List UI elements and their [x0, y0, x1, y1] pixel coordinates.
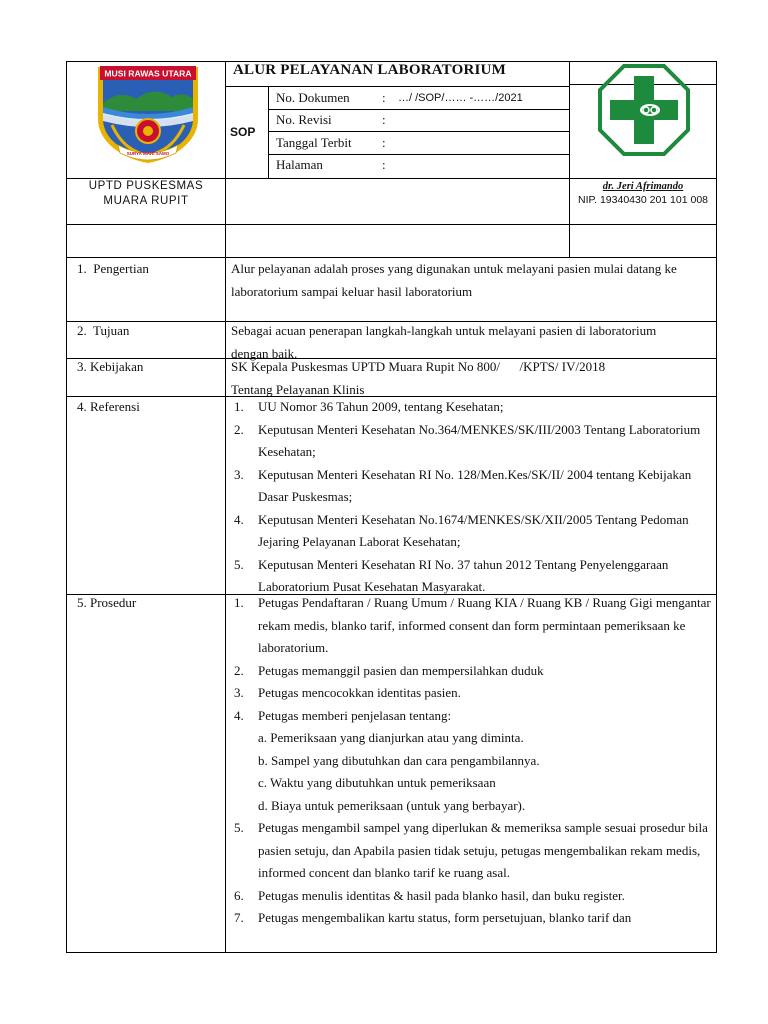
- list-item-number: 4.: [234, 511, 244, 527]
- list-item: [230, 705, 712, 728]
- list-item: [230, 419, 712, 464]
- list-item-text: Keputusan Menteri Kesehatan RI No. 37 tahun 2012 Tentang Penyelenggaraan Laboratorium Pusat Kesehatan Masyarakat.: [258, 556, 669, 594]
- list-item-number: 5.: [234, 556, 244, 572]
- signer-name: dr. Jeri Afrimando: [602, 181, 684, 192]
- list-item-text: Petugas mengembalikan kartu status, form persetujuan, blanko tarif dan: [258, 910, 632, 925]
- section-text-kebijakan-line2: Tentang Pelayanan Klinis: [231, 382, 365, 397]
- list-item-number: 1.: [234, 595, 244, 610]
- svg-text:SURYA MARI SAMO: SURYA MARI SAMO: [126, 151, 170, 156]
- prosedur-list: [230, 592, 712, 930]
- list-subitem-text: a. Pemeriksaan yang dianjurkan atau yang diminta.: [258, 730, 524, 745]
- list-item-number: 5.: [234, 820, 244, 835]
- rule-sign-bottom: [66, 224, 717, 225]
- field-no-revisi-label: No. Revisi: [276, 112, 332, 127]
- rule-label-col: [225, 61, 226, 952]
- list-item: [230, 660, 712, 683]
- section-label-pengertian: 1. Pengertian: [77, 261, 149, 276]
- list-item: [230, 396, 712, 419]
- signer-nip: NIP. 19340430 201 101 008: [577, 194, 708, 206]
- field-no-dokumen-label: No. Dokumen: [276, 90, 350, 105]
- list-item-text: Keputusan Menteri Kesehatan No.364/MENKES/SK/III/2003 Tentang Laboratorium Kesehatan;: [258, 421, 701, 459]
- list-subitem: [230, 750, 712, 773]
- section-text-kebijakan-line1: SK Kepala Puskesmas UPTD Muara Rupit No 800/ /KPTS/ IV/2018: [231, 359, 606, 374]
- list-subitem-text: b. Sampel yang dibutuhkan dan cara pengambilannya.: [258, 752, 540, 768]
- document-title: ALUR PELAYANAN LABORATORIUM: [233, 62, 506, 78]
- referensi-list: [230, 396, 712, 599]
- sop-label: SOP: [230, 125, 256, 139]
- rule-left: [66, 61, 67, 952]
- list-item-number: 7.: [234, 910, 244, 925]
- list-item: [230, 509, 712, 554]
- list-item: [230, 464, 712, 509]
- list-item: [230, 885, 712, 908]
- svg-text:MUSI RAWAS UTARA: MUSI RAWAS UTARA: [104, 68, 192, 79]
- section-text-tujuan: Sebagai acuan penerapan langkah-langkah untuk melayani pasien di laboratorium dengan baik.: [231, 323, 657, 361]
- list-item-number: 2.: [234, 421, 244, 437]
- field-no-dokumen-sep: :: [382, 90, 386, 105]
- list-subitem: [230, 727, 712, 750]
- list-item-text: Petugas memanggil pasien dan mempersilahkan duduk: [258, 662, 544, 678]
- list-item-text: Keputusan Menteri Kesehatan RI No. 128/Men.Kes/SK/II/ 2004 tentang Kebijakan Dasar Puskesmas;: [258, 466, 692, 504]
- list-item: [230, 817, 712, 885]
- rule-bottom: [66, 952, 717, 953]
- field-no-dokumen-value: …/ /SOP/…… -……/2021: [398, 92, 523, 104]
- field-tanggal-terbit-label: Tanggal Terbit: [276, 135, 352, 150]
- list-item-text: Petugas memberi penjelasan tentang:: [258, 707, 452, 723]
- list-item-number: 3.: [234, 466, 244, 482]
- rule-right: [716, 61, 717, 952]
- list-item-text: Petugas mencocokkan identitas pasien.: [258, 685, 461, 700]
- section-label-referensi: 4. Referensi: [77, 399, 140, 414]
- list-item-text: Petugas mengambil sampel yang diperlukan & memeriksa sample sesuai prosedur bila pasien setuju, dan Apabila pasien tidak setuju, petugas mengembalikan rekam medis, informed concent dan blanko tarif ke ruang asal.: [258, 820, 708, 880]
- musi-rawas-utara-logo: [92, 63, 204, 165]
- list-subitem: [230, 795, 712, 818]
- field-halaman-label: Halaman: [276, 157, 323, 172]
- list-subitem-text: c. Waktu yang dibutuhkan untuk pemeriksaan: [258, 775, 496, 790]
- field-halaman-sep: :: [382, 157, 386, 172]
- list-item-number: 1.: [234, 399, 244, 414]
- list-item: [230, 907, 712, 930]
- puskesmas-logo: [596, 62, 692, 158]
- org-name: UPTD PUSKESMAS MUARA RUPIT: [88, 180, 204, 207]
- rule-sop-col: [268, 86, 269, 178]
- section-label-prosedur: 5. Prosedur: [77, 595, 137, 610]
- list-item-number: 6.: [234, 887, 244, 903]
- section-label-tujuan: 2. Tujuan: [77, 323, 130, 338]
- rule-logo-col: [569, 61, 570, 257]
- section-label-kebijakan: 3. Kebijakan: [77, 359, 144, 374]
- field-no-revisi-sep: :: [382, 112, 386, 127]
- list-item-number: 2.: [234, 662, 244, 678]
- section-text-pengertian: Alur pelayanan adalah proses yang digunakan untuk melayani pasien mulai datang ke laboratorium sampai keluar hasil laboratorium: [231, 261, 677, 299]
- list-item-text: Keputusan Menteri Kesehatan No.1674/MENKES/SK/XII/2005 Tentang Pedoman Jejaring Pelayanan Laborat Kesehatan;: [258, 511, 689, 549]
- list-subitem-text: d. Biaya untuk pemeriksaan (untuk yang berbayar).: [258, 797, 526, 813]
- list-subitem: [230, 772, 712, 795]
- list-item-number: 3.: [234, 685, 244, 700]
- list-item-text: Petugas menulis identitas & hasil pada blanko hasil, dan buku register.: [258, 887, 625, 903]
- list-item: [230, 592, 712, 660]
- list-item: [230, 682, 712, 705]
- list-item-text: UU Nomor 36 Tahun 2009, tentang Kesehatan;: [258, 399, 504, 414]
- field-tanggal-terbit-sep: :: [382, 135, 386, 150]
- list-item-number: 4.: [234, 707, 244, 723]
- list-item-text: Petugas Pendaftaran / Ruang Umum / Ruang KIA / Ruang KB / Ruang Gigi mengantar rekam medis, blanko tarif, informed consent dan form permintaan pemeriksaan ke laboratorium.: [258, 595, 711, 655]
